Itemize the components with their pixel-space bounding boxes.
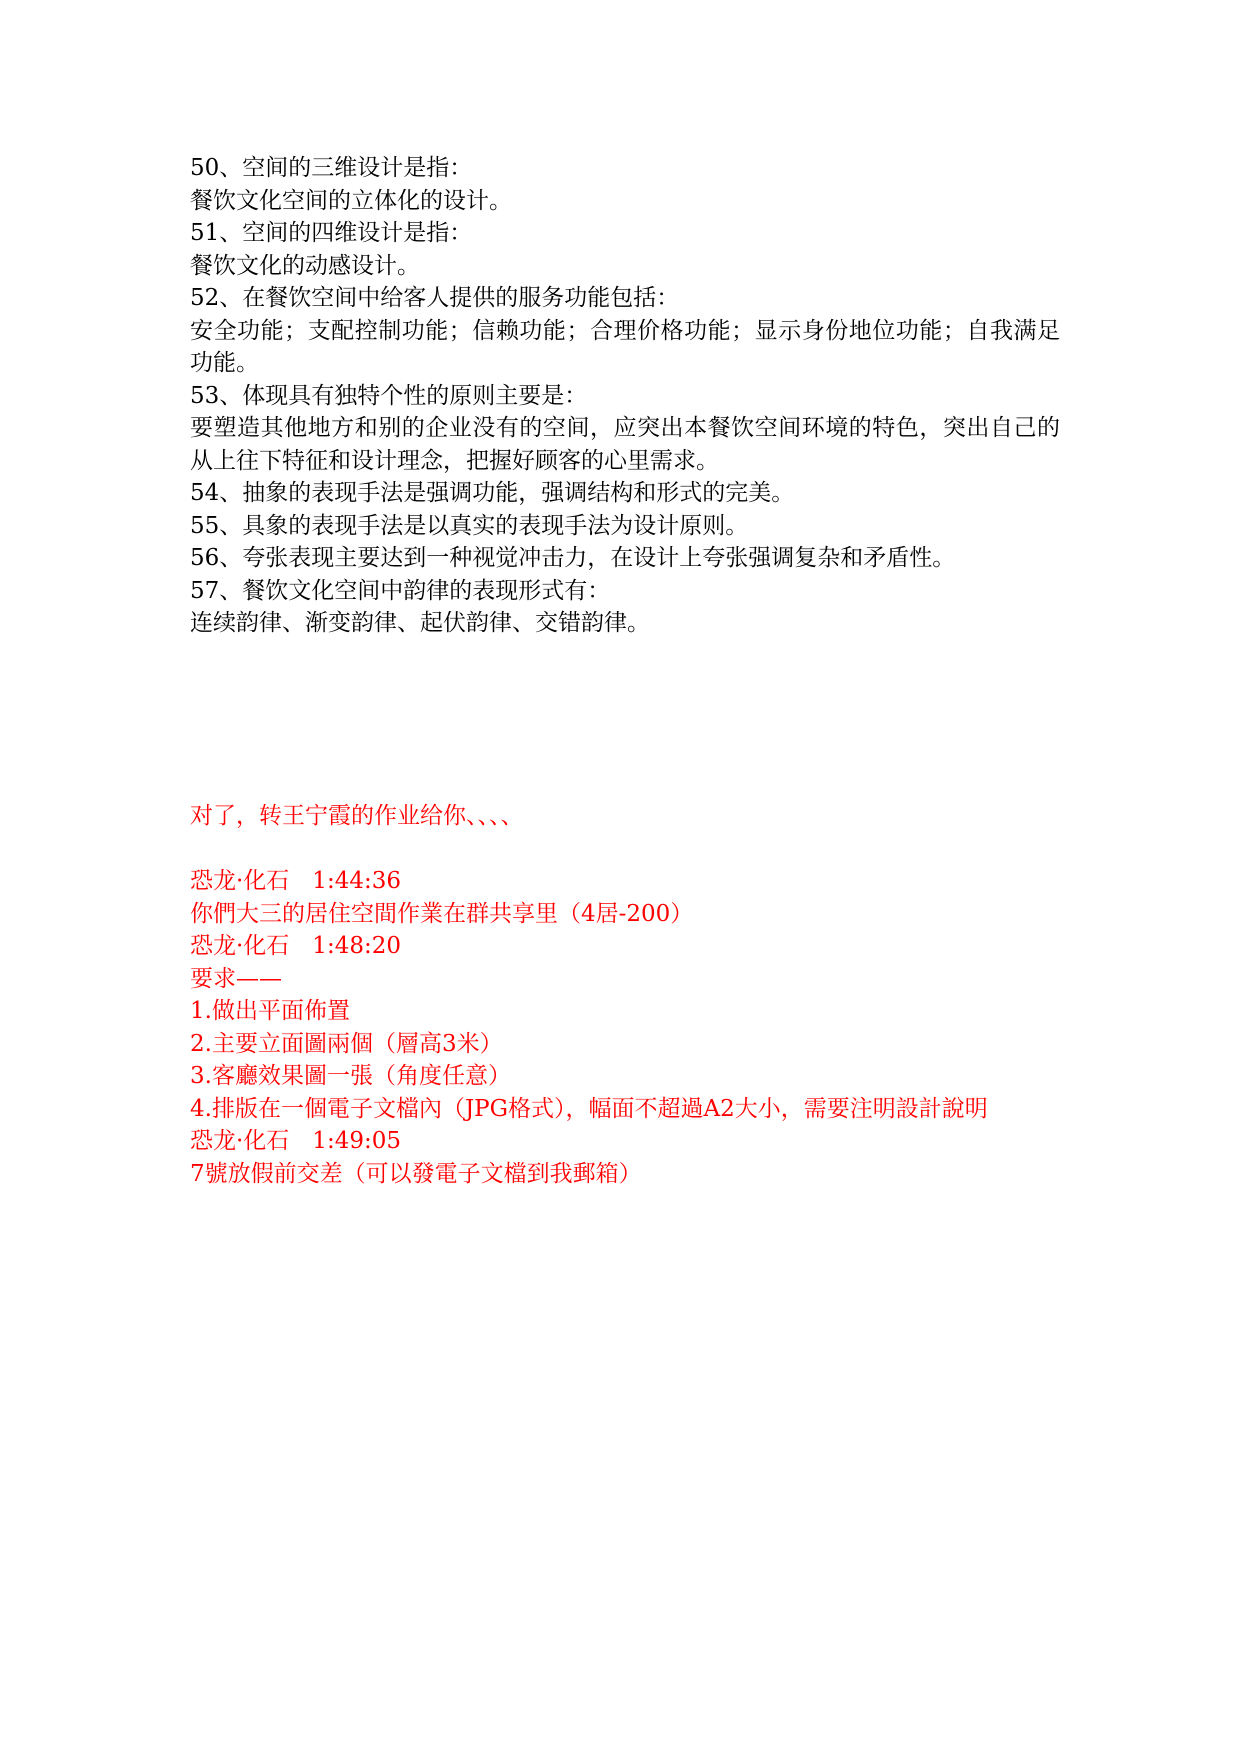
question-51: 51、空间的四维设计是指： — [190, 220, 473, 246]
answer-52: 安全功能；支配控制功能；信赖功能；合理价格功能；显示身份地位功能；自我满足功能。 — [190, 317, 1060, 376]
requirement-item: 3.客廳效果圖一張（角度任意） — [190, 1063, 511, 1089]
sender-timestamp: 恐龙·化石 1:49:05 — [190, 1128, 401, 1154]
message-section — [190, 800, 1060, 1190]
qa-section — [190, 152, 1060, 640]
answer-53: 要塑造其他地方和别的企业没有的空间，应突出本餐饮空间环境的特色，突出自己的从上往下特征和设计理念，把握好顾客的心里需求。 — [190, 415, 1060, 474]
statement-55: 55、具象的表现手法是以真实的表现手法为设计原则。 — [190, 512, 749, 539]
statement-54: 54、抽象的表现手法是强调功能，强调结构和形式的完美。 — [190, 480, 795, 506]
sender-timestamp: 恐龙·化石 1:48:20 — [190, 933, 401, 959]
blank-line — [190, 833, 1060, 866]
message-intro: 对了，转王宁霞的作业给你、、、、 — [190, 803, 524, 829]
statement-56: 56、夸张表现主要达到一种视觉冲击力，在设计上夸张强调复杂和矛盾性。 — [190, 545, 956, 571]
requirement-item: 1.做出平面佈置 — [190, 998, 350, 1024]
answer-50: 餐饮文化空间的立体化的设计。 — [190, 187, 512, 214]
question-57: 57、餐饮文化空间中韵律的表现形式有： — [190, 577, 611, 604]
message-line: 你們大三的居住空間作業在群共享里（4居-200） — [190, 900, 694, 927]
question-52: 52、在餐饮空间中给客人提供的服务功能包括： — [190, 285, 680, 311]
requirement-item: 4.排版在一個電子文檔內（JPG格式），幅面不超過A2大小，需要注明設計說明 — [190, 1095, 988, 1122]
answer-51: 餐饮文化的动感设计。 — [190, 252, 420, 279]
requirements-heading: 要求—— — [190, 965, 282, 992]
sender-timestamp: 恐龙·化石 1:44:36 — [190, 868, 401, 894]
requirement-item: 2.主要立面圖兩個（層高3米） — [190, 1030, 503, 1057]
answer-57: 连续韵律、渐变韵律、起伏韵律、交错韵律。 — [190, 610, 650, 636]
question-53: 53、体现具有独特个性的原则主要是： — [190, 382, 588, 409]
question-50: 50、空间的三维设计是指： — [190, 155, 473, 181]
message-line: 7號放假前交差（可以發電子文檔到我郵箱） — [190, 1160, 642, 1187]
